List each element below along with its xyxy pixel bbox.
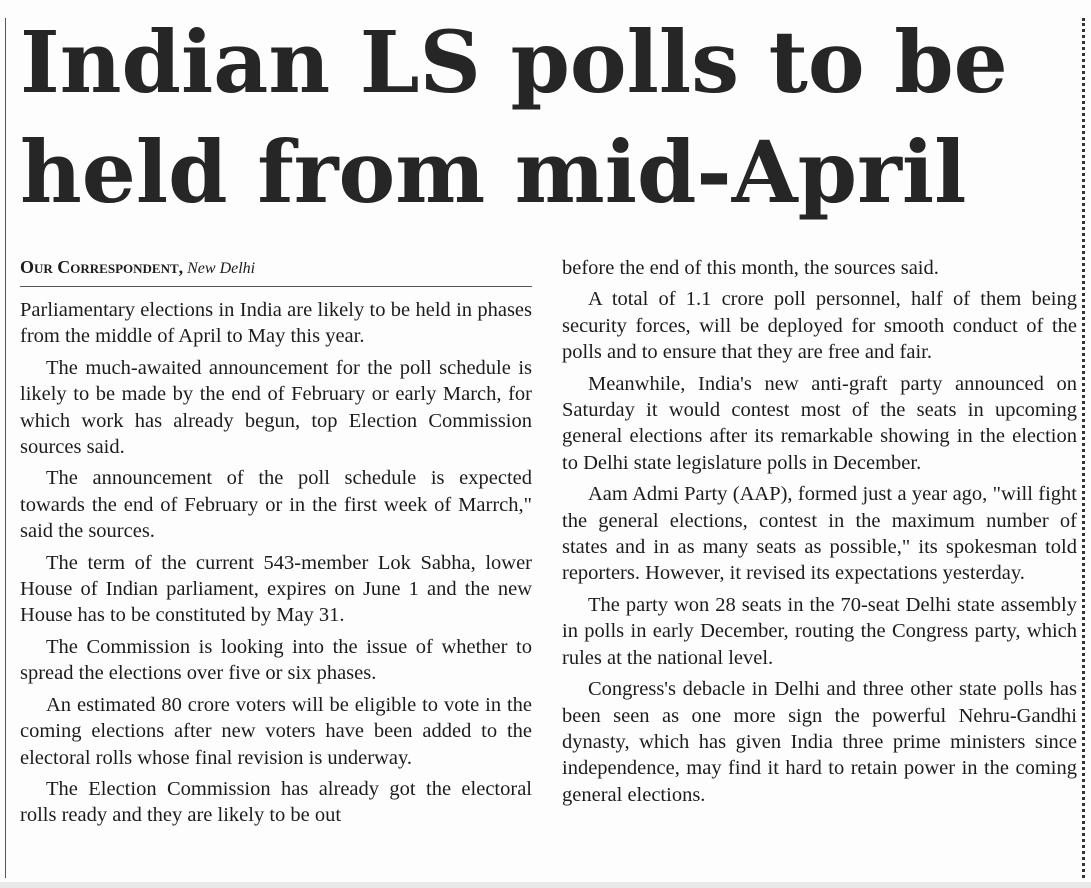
paragraph: The term of the current 543-member Lok Sabha, lower House of Indian parliament, expires on June 1 and the new House has to be constituted by May 31. [20, 551, 532, 627]
paragraph: The Election Commission has already got the electoral rolls ready and they are likely to be out [20, 777, 532, 827]
article-column-left [20, 297, 532, 834]
bottom-edge [0, 882, 1091, 888]
paragraph: The much-awaited announcement for the poll schedule is likely to be made by the end of February or early March, for which work has already begun, top Election Commission sources said. [20, 356, 532, 459]
byline [20, 257, 532, 287]
paragraph: An estimated 80 crore voters will be eligible to vote in the coming elections after new voters have been added to the electoral rolls whose final revision is underway. [20, 693, 532, 769]
paragraph: The announcement of the poll schedule is expected towards the end of February or in the first week of Marrch," said the sources. [20, 467, 532, 543]
paragraph: Parliamentary elections in India are likely to be held in phases from the middle of April to May this year. [20, 299, 532, 348]
headline: Indian LS polls to be held from mid-April [20, 13, 1008, 223]
paragraph: The party won 28 seats in the 70-seat Delhi state assembly in polls in early December, routing the Congress party, which rules at the national level. [562, 593, 1077, 669]
paragraph: The Commission is looking into the issue of whether to spread the elections over five or six phases. [20, 635, 532, 685]
left-column-rule [5, 18, 6, 878]
right-dotted-border [1082, 18, 1085, 878]
paragraph: Meanwhile, India's new anti-graft party announced on Saturday it would contest most of the seats in upcoming general elections after its remarkable showing in the election to Delhi state legislature polls in December. [562, 372, 1077, 474]
byline-author: Our Correspondent, [20, 257, 184, 277]
paragraph: Congress's debacle in Delhi and three other state polls has been seen as one more sign the powerful Nehru-Gandhi dynasty, which has given India three prime ministers since independence, may find it hard to retain power in the coming general elections. [562, 678, 1077, 806]
paragraph: before the end of this month, the sources said. [562, 257, 939, 279]
paragraph: Aam Admi Party (AAP), formed just a year ago, "will fight the general elections, contest in the maximum number of states and in as many seats as possible," its spokesman told reporters. However, it revised its expectations yesterday. [562, 483, 1077, 585]
paragraph: A total of 1.1 crore poll personnel, half of them being security forces, will be deployed for smooth conduct of the polls and to ensure that they are free and fair. [562, 288, 1077, 364]
article-column-right [562, 255, 1077, 813]
byline-dateline: New Delhi [187, 260, 256, 277]
